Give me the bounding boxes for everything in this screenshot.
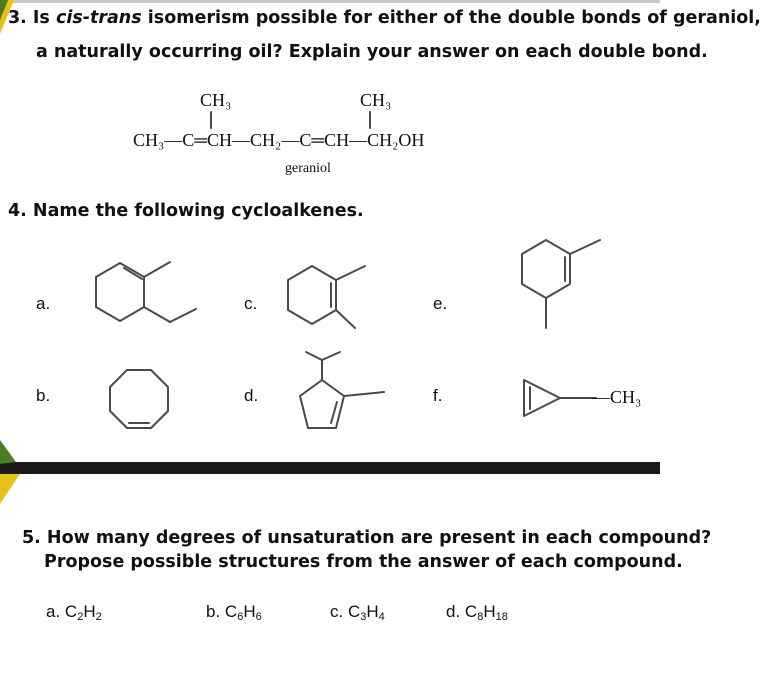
label-d: d. — [244, 386, 259, 405]
structure-f-substituent: —CH₃ — [592, 387, 642, 407]
question-3-line-1: 3. Is cis-trans isomerism possible for either of the double bonds of geraniol, — [8, 8, 761, 28]
formula-a: a. $C_2H_2$ — [46, 602, 102, 623]
formula-c: c. $C_3H_4$ — [330, 602, 385, 623]
label-b: b. — [36, 386, 51, 405]
question-5-line-1: 5. How many degrees of unsaturation are present in each compound? — [22, 528, 712, 548]
formula-d: d. $C_8H_{18}$ — [446, 602, 508, 623]
geraniol-main-chain: CH₃—C═CH—CH₂—C═CH—CH₂OH — [133, 130, 425, 150]
corner-accent-divider — [0, 440, 20, 510]
label-a: a. — [36, 294, 51, 313]
formula-b: b. $C_6H_6$ — [206, 602, 262, 623]
section-divider — [0, 462, 660, 474]
question-3-line-2: a naturally occurring oil? Explain your answer on each double bond. — [36, 42, 708, 62]
label-c: c. — [244, 294, 258, 313]
label-f: f. — [433, 386, 443, 405]
geraniol-ch3-branch-2: CH₃ — [360, 90, 392, 110]
question-5-line-2: Propose possible structures from the answer of each compound. — [44, 552, 683, 572]
geraniol-ch3-branch-1: CH₃ — [200, 90, 232, 110]
question-4-title: 4. Name the following cycloalkenes. — [8, 201, 364, 221]
label-e: e. — [433, 294, 448, 313]
geraniol-caption: geraniol — [285, 161, 331, 176]
